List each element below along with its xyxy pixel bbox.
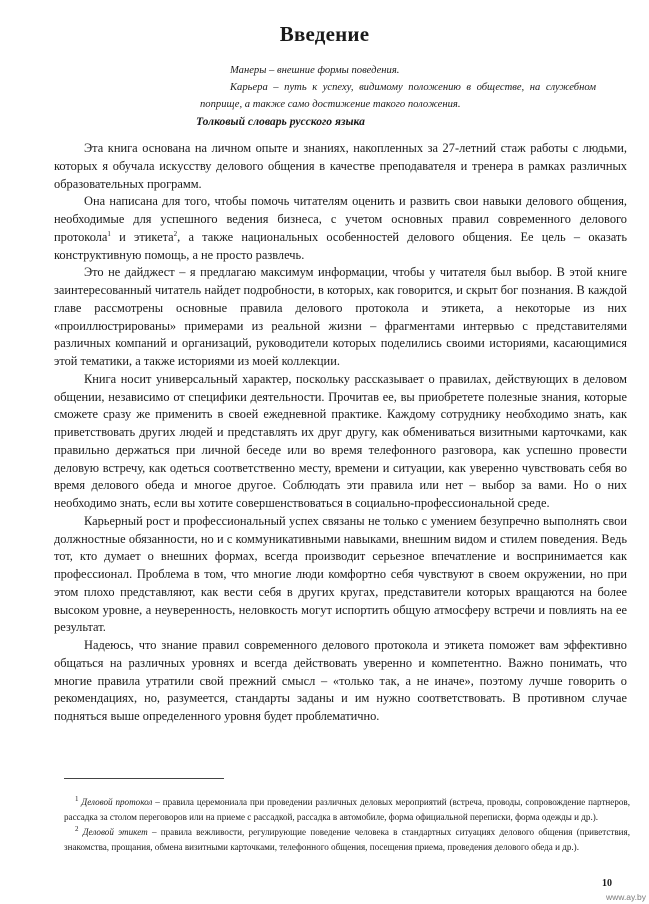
paragraph: Надеюсь, что знание правил современного делового протокола и этикета поможет вам эффективно общаться на различных уровнях и всегда действовать уверенно и компетентно. Важно понимать, что многие правила утратили свой прежний смысл – «только так, а не иначе», поэтому лучше говорить о рекомендациях, но, разумеется, стандарты заданы и им нужно соответствовать. В противном случае подняться выше определенного уровня будет проблематично. [54,638,627,723]
epigraph [196,62,596,130]
page-title: Введение [279,22,370,46]
footnote-number: 1 [75,794,79,803]
main-text [54,140,627,726]
footnote-divider [64,778,224,779]
paragraph: Книга носит универсальный характер, поскольку рассказывает о правилах, действующих в деловом общении, независимо от специфики деятельности. Прочитав ее, вы приобретете полезные знания, которые сможете сразу же применить в своей ежедневной практике. Каждому сотруднику необходимо знать, как приветствовать других людей и представлять их друг другу, как обмениваться визитными карточками, как правильно держаться при личной беседе или во время телефонного разговора, как успешно провести деловую встречу, как одеться соответственно месту, времени и ситуации, как уверенно чувствовать себя во время делового обеда и многое другое. Соблюдать эти правила или нет – выбор за вами. Но о них необходимо знать, если вы хотите совершенствоваться в социально-профессиональной среде. [54,371,627,510]
footnote [64,795,630,825]
footnote-term: Деловой этикет [82,827,148,837]
footnote-number: 2 [75,824,79,833]
footnote-ref: 2 [173,229,178,238]
footnote [64,825,630,855]
epigraph-line: Манеры – внешние формы поведения. [230,65,400,76]
footnote-ref: 1 [107,229,111,238]
footnotes [64,795,630,855]
paragraph-text: Она написана для того, чтобы помочь читателям оценить и развить свои навыки делового общения, необходимые для успешного ведения бизнеса, с учетом основных правил современного делового протокола [54,194,627,244]
page-number: 10 [602,878,612,889]
paragraph-text: , а также национальных особенностей делового общения. Ее цель – оказать конструктивную помощь, а не просто развлечь. [54,229,628,262]
paragraph: Это не дайджест – я предлагаю максимум информации, чтобы у читателя был выбор. В этой книге заинтересованный читатель найдет подробности, в которых, как говорится, и скрыт бог познания. В каждой главе рассмотрены основные правила делового протокола и этикета, а некоторые из них «проиллюстрированы» примерами из реальной жизни – фрагментами интервью с представителями различных компаний и организаций, руководители которых поделились своими историями, касающимися этой тематики, а также историями из моей коллекции. [54,265,627,368]
footnote-text: – правила вежливости, регулирующие поведение человека в стандартных ситуациях делового общения (приветствия, знакомства, прощания, обмена визитными карточками, телефонного общения, посещения приема, проведения делового обеда и др.). [64,827,630,852]
paragraph-text: и этикета [110,229,174,244]
paragraph [54,193,627,264]
epigraph-source: Толковый словарь русского языка [196,115,365,128]
watermark: www.ay.by [606,892,646,902]
paragraph: Карьерный рост и профессиональный успех связаны не только с умением безупречно выполнять свои должностные обязанности, но и с коммуникативными навыками, внешним видом и стилем поведения. Ведь тот, кто думает о внешних формах, всегда производит серьезное впечатление и воспринимается как профессионал. Проблема в том, что многие люди комфортно себя чувствуют в своем окружении, но при этом плохо представляют, как вести себя в других кругах, представители которых вращаются на более высоком уровне, а неуверенность, неловкость могут испортить общую атмосферу встречи и повлиять на ее результат. [54,513,627,635]
footnote-text: – правила церемониала при проведении различных деловых мероприятий (встреча, проводы, сопровождение партнеров, рассадка за столом переговоров или на приеме с рассадкой, рассадка в автомобиле, форма официальной переписки, форма одежды и др.). [64,797,631,822]
epigraph-line: Карьера – путь к успеху, видимому положению в обществе, на служебном поприще, а также само достижение такого положения. [200,82,596,110]
paragraph: Эта книга основана на личном опыте и знаниях, накопленных за 27-летний стаж работы с людьми, которых я обучала искусству делового общения в качестве преподавателя и тренера в рамках различных образовательных программ. [54,141,627,191]
footnote-term: Деловой протокол [81,797,153,807]
